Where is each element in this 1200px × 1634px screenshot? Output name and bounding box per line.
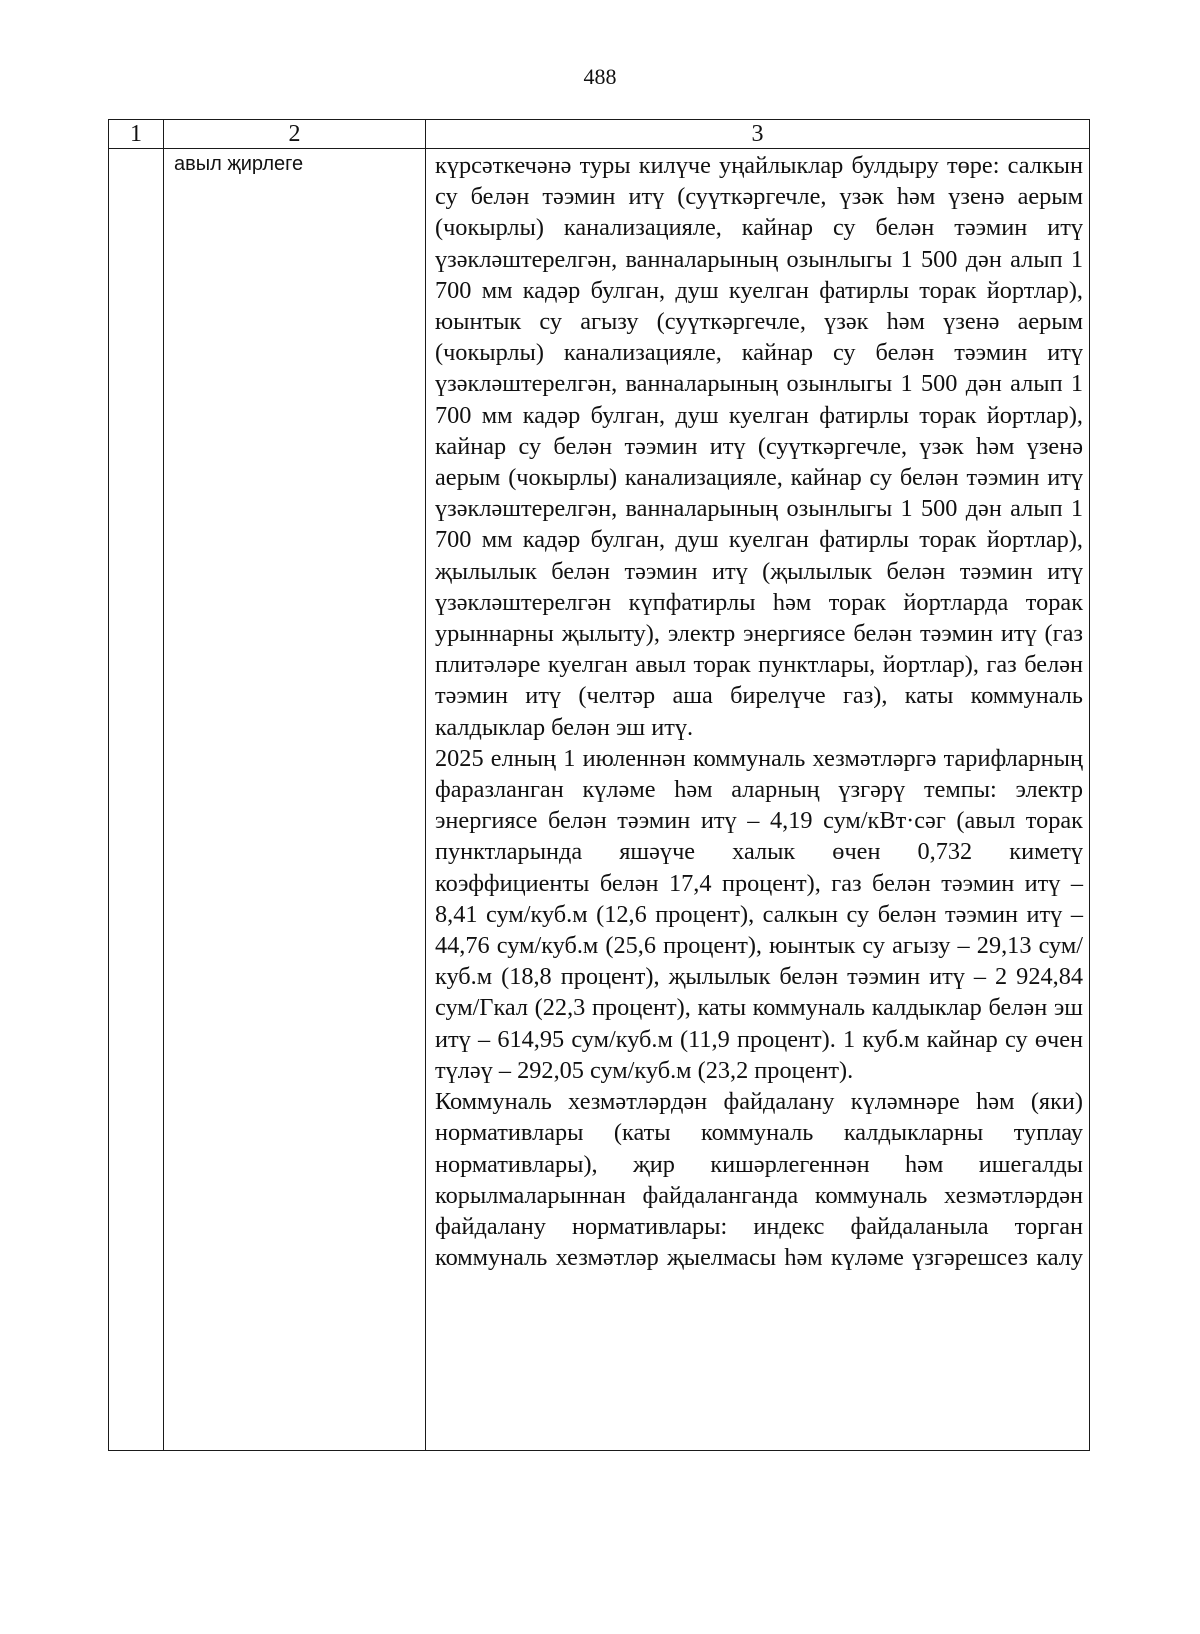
consumption-norms-paragraph: Коммуналь хезмәтләрдән файдалану күләмнәре һәм (яки) нормативлары (каты коммуналь калдыкларны туплау нормативлары), җир кишәрлегеннән һәм ишегалды корылмаларыннан файдаланганда коммуналь хезмәтләрдән файдалану нормативлары: индекс файдаланыла торган коммуналь хезмәтләр җыелмасы һәм күләме үзгәрешсез калу	[435, 1088, 1083, 1272]
column-header-2: 2	[164, 120, 426, 149]
tariffs-paragraph: 2025 елның 1 июленнән коммуналь хезмәтләргә тарифларның фаразланган күләме һәм аларның үзгәрү темпы: электр энергиясе белән тәэмин итү – 4,19 сум/кВт·сәг (авыл торак пунктларында яшәүче халык өчен 0,732 киметү коэффициенты белән 17,4 процент), газ белән тәэмин итү – 8,41 сум/куб.м (12,6 процент), салкын су белән тәэмин итү – 44,76 сум/куб.м (25,6 процент), юынтык су агызу – 29,13 сум/куб.м (18,8 процент), җылылык белән тәэмин итү – 2 924,84 сум/Гкал (22,3 процент), каты коммуналь калдыклар белән эш итү – 614,95 сум/куб.м (11,9 процент). 1 куб.м кайнар су өчен түләү – 292,05 сум/куб.м (23,2 процент).	[435, 744, 1083, 1084]
row-number-cell	[109, 149, 164, 1451]
table-row	[109, 149, 1090, 1451]
description-cell	[426, 149, 1090, 1451]
page-number: 488	[583, 64, 617, 89]
document-table	[108, 119, 1090, 1451]
settlement-type-cell: авыл җирлеге	[164, 149, 426, 1451]
table-header-row	[109, 120, 1090, 149]
column-header-1: 1	[109, 120, 164, 149]
column-header-3: 3	[426, 120, 1090, 149]
amenities-paragraph: күрсәткечәнә туры килүче уңайлыклар булдыру төре: салкын су белән тәэмин итү (суүткәргечле, үзәк һәм үзенә аерым (чокырлы) канализацияле, кайнар су белән тәэмин итү үзәкләштерелгән, ванналарының озынлыгы 1 500 дән алып 1 700 мм кадәр булган, душ куелган фатирлы торак йортлар), юынтык су агызу (суүткәргечле, үзәк һәм үзенә аерым (чокырлы) канализацияле, кайнар су белән тәэмин итү үзәкләштерелгән, ванналарының озынлыгы 1 500 дән алып 1 700 мм кадәр булган, душ куелган фатирлы торак йортлар), кайнар су белән тәэмин итү (суүткәргечле, үзәк һәм үзенә аерым (чокырлы) канализацияле, кайнар су белән тәэмин итү үзәкләштерелгән, ванналарының озынлыгы 1 500 дән алып 1 700 мм кадәр булган, душ куелган фатирлы торак йортлар), җылылык белән тәэмин итү (җылылык белән тәэмин итү үзәкләштерелгән күпфатирлы һәм торак йортларда торак урыннарны җылыту), электр энергиясе белән тәэмин итү (газ плитәләре куелган авыл торак пунктлары, йортлар), газ белән тәэмин итү (челтәр аша бирелүче газ), каты коммуналь калдыклар белән эш итү.	[435, 152, 1083, 741]
